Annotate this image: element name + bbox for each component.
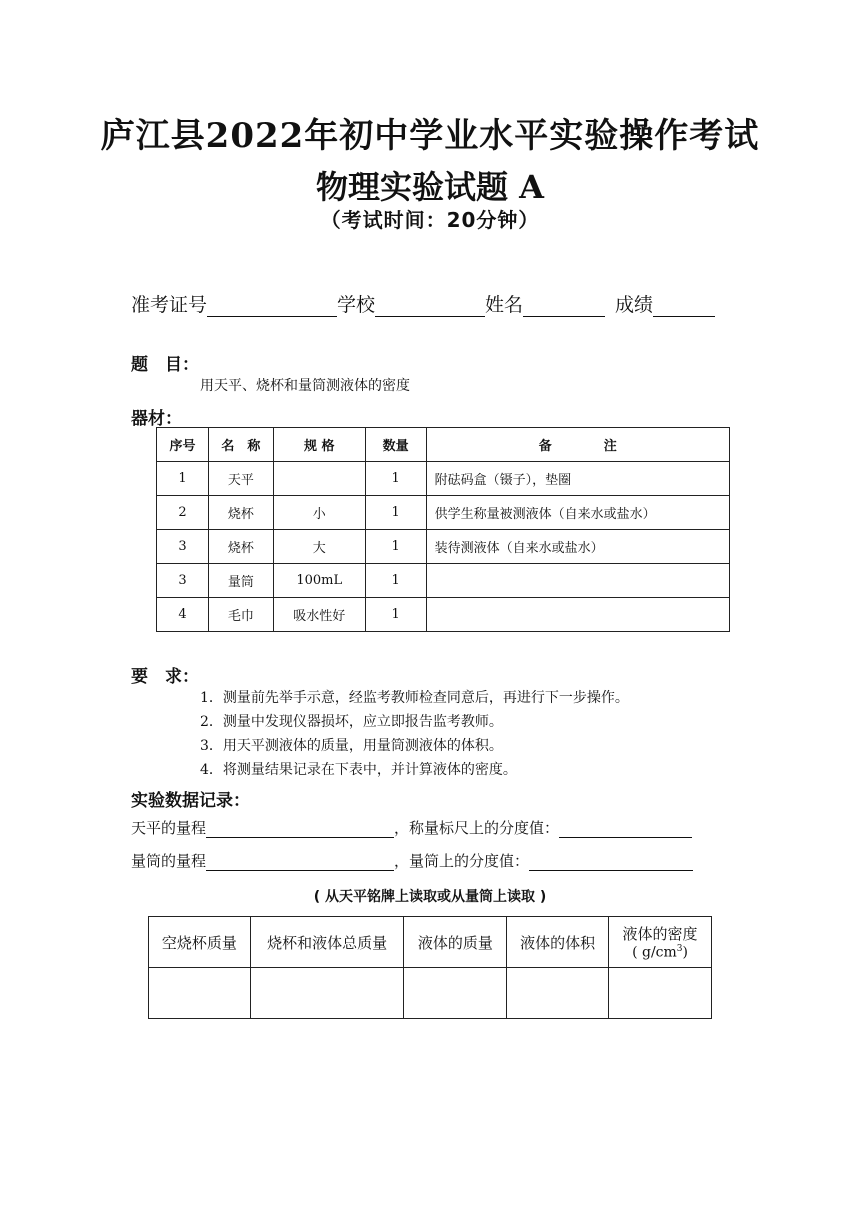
density-label: 液体的密度 — [622, 925, 698, 944]
cell-index: 2 — [157, 496, 209, 530]
cell-notes — [426, 598, 729, 632]
equipment-table — [156, 427, 730, 632]
cell-spec: 吸水性好 — [273, 598, 365, 632]
cylinder-range-blank[interactable] — [206, 850, 394, 871]
balance-division-blank[interactable] — [559, 817, 692, 838]
density-unit — [609, 944, 711, 961]
cell-quantity: 1 — [365, 564, 426, 598]
cell-name: 天平 — [208, 462, 273, 496]
read-source-note: ( 从天平铭牌上读取或从量筒上读取 ) — [313, 889, 547, 905]
liquid-mass-cell[interactable] — [404, 968, 507, 1019]
cell-quantity: 1 — [365, 496, 426, 530]
requirement-item-3: 3．用天平测液体的质量，用量筒测液体的体积。 — [200, 738, 503, 754]
data-record-table — [148, 916, 712, 1019]
table-row — [157, 496, 730, 530]
school-blank[interactable] — [375, 296, 485, 317]
name-label: 姓名 — [485, 294, 524, 316]
school-label: 学校 — [337, 294, 376, 316]
cell-name: 毛巾 — [208, 598, 273, 632]
balance-range-label: 天平的量程 — [131, 819, 207, 837]
paper-title: 物理实验试题 A — [316, 168, 544, 206]
equipment-heading: 器材： — [131, 409, 182, 429]
exam-title: 庐江县2022年初中学业水平实验操作考试 — [100, 116, 760, 156]
cell-index: 4 — [157, 598, 209, 632]
exam-time-note: （考试时间：20分钟） — [320, 208, 540, 232]
cell-notes: 附砝码盒（镊子），垫圈 — [426, 462, 729, 496]
cell-spec — [273, 462, 365, 496]
header-liquid-mass: 液体的质量 — [404, 917, 507, 968]
cell-name: 烧杯 — [208, 530, 273, 564]
cylinder-range-label: 量筒的量程 — [131, 852, 207, 870]
cell-notes: 装待测液体（自来水或盐水） — [426, 530, 729, 564]
record-heading: 实验数据记录： — [131, 791, 250, 811]
name-blank[interactable] — [523, 296, 605, 317]
balance-division-label: ，称量标尺上的分度值： — [394, 819, 560, 837]
score-blank[interactable] — [653, 296, 715, 317]
header-quantity: 数量 — [365, 428, 426, 462]
balance-range-blank[interactable] — [206, 817, 394, 838]
density-unit-sup: 3 — [676, 944, 683, 955]
cell-name: 量筒 — [208, 564, 273, 598]
equipment-header-row — [157, 428, 730, 462]
requirement-item-2: 2．测量中发现仪器损坏，应立即报告监考教师。 — [200, 714, 503, 730]
density-unit-prefix: ( g/cm — [632, 944, 677, 961]
requirement-item-4: 4．将测量结果记录在下表中，并计算液体的密度。 — [200, 762, 517, 778]
cylinder-range-line — [131, 850, 693, 871]
table-row — [157, 598, 730, 632]
cell-spec: 100mL — [273, 564, 365, 598]
header-liquid-volume: 液体的体积 — [507, 917, 609, 968]
header-total-mass: 烧杯和液体总质量 — [250, 917, 404, 968]
score-label: 成绩 — [615, 294, 654, 316]
cell-quantity: 1 — [365, 598, 426, 632]
cell-quantity: 1 — [365, 462, 426, 496]
cell-spec: 大 — [273, 530, 365, 564]
density-unit-suffix: ) — [682, 944, 688, 961]
table-row — [157, 530, 730, 564]
cell-index: 3 — [157, 564, 209, 598]
header-notes: 备 注 — [426, 428, 729, 462]
liquid-volume-cell[interactable] — [507, 968, 609, 1019]
data-header-row — [149, 917, 712, 968]
cylinder-division-label: ，量筒上的分度值： — [394, 852, 530, 870]
cell-index: 3 — [157, 530, 209, 564]
cell-spec: 小 — [273, 496, 365, 530]
cell-quantity: 1 — [365, 530, 426, 564]
exam-number-label: 准考证号 — [131, 294, 208, 316]
header-spec: 规 格 — [273, 428, 365, 462]
table-row — [157, 564, 730, 598]
cell-index: 1 — [157, 462, 209, 496]
topic-text: 用天平、烧杯和量筒测液体的密度 — [200, 378, 410, 394]
cylinder-division-blank[interactable] — [529, 850, 693, 871]
topic-heading: 题 目： — [131, 355, 199, 375]
balance-range-line — [131, 817, 692, 838]
liquid-density-cell[interactable] — [609, 968, 712, 1019]
cell-notes: 供学生称量被测液体（自来水或盐水） — [426, 496, 729, 530]
table-row — [157, 462, 730, 496]
cell-notes — [426, 564, 729, 598]
cell-name: 烧杯 — [208, 496, 273, 530]
requirement-item-1: 1．测量前先举手示意，经监考教师检查同意后，再进行下一步操作。 — [200, 690, 629, 706]
candidate-info-line — [131, 290, 731, 317]
exam-number-blank[interactable] — [207, 296, 337, 317]
total-mass-cell[interactable] — [250, 968, 404, 1019]
header-index: 序号 — [157, 428, 209, 462]
header-name: 名 称 — [208, 428, 273, 462]
data-entry-row — [149, 968, 712, 1019]
header-empty-beaker-mass: 空烧杯质量 — [149, 917, 251, 968]
header-liquid-density — [609, 917, 712, 968]
empty-beaker-mass-cell[interactable] — [149, 968, 251, 1019]
requirements-heading: 要 求： — [131, 667, 199, 687]
